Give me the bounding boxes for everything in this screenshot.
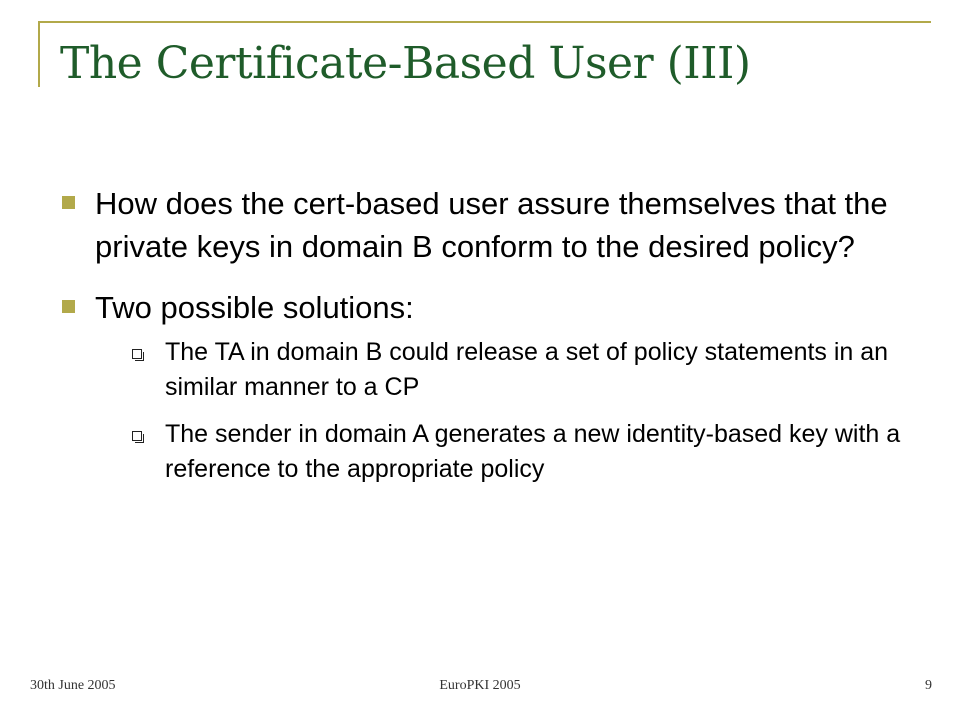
- square-bullet-icon: [62, 300, 75, 313]
- sub-bullet-text: The TA in domain B could release a set of policy statements in an similar manner to a CP: [165, 338, 889, 401]
- hollow-square-bullet-icon: [132, 431, 142, 441]
- left-rule: [38, 21, 40, 87]
- top-rule: [38, 21, 931, 23]
- sub-bullet-item: [95, 335, 920, 405]
- bullet-text: How does the cert-based user assure themselves that the private keys in domain B conform to the desired policy?: [95, 186, 888, 264]
- bullet-item: [60, 286, 920, 487]
- bullet-item: [60, 182, 920, 268]
- footer-date: 30th June 2005: [30, 678, 116, 693]
- footer-event: EuroPKI 2005: [439, 678, 521, 693]
- slide-number: 9: [925, 678, 932, 693]
- slide-title: The Certificate-Based User (III): [60, 38, 751, 89]
- square-bullet-icon: [62, 196, 75, 209]
- sub-bullet-item: [95, 417, 920, 487]
- hollow-square-bullet-icon: [132, 349, 142, 359]
- bullet-list: [60, 182, 920, 505]
- bullet-text: Two possible solutions:: [95, 290, 414, 325]
- sub-bullet-text: The sender in domain A generates a new identity-based key with a reference to the appropriate policy: [165, 420, 901, 483]
- sub-bullet-list: [95, 335, 920, 487]
